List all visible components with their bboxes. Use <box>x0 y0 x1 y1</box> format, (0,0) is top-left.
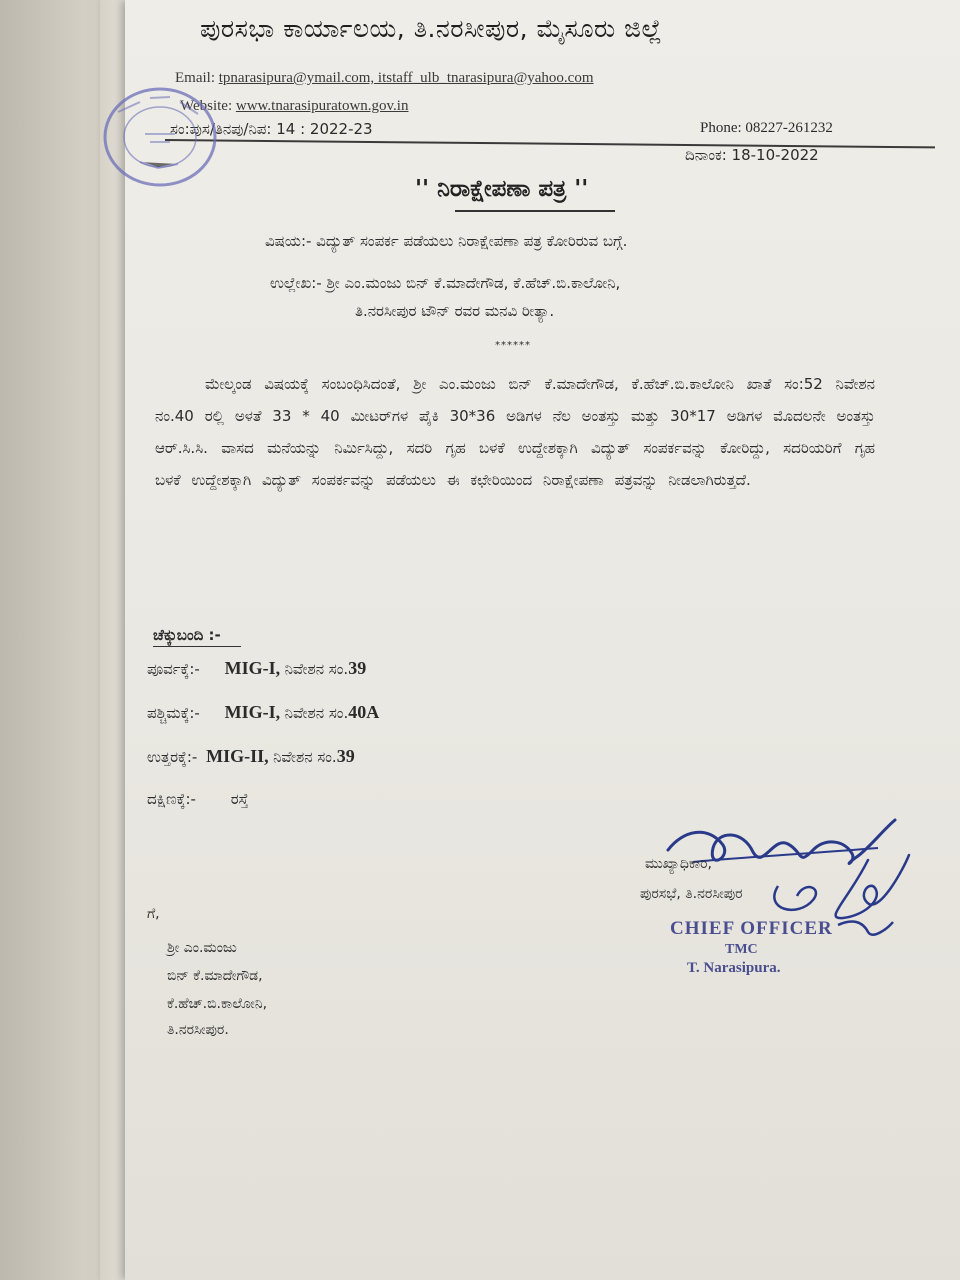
separator-stars: ****** <box>495 340 531 351</box>
boundary-south <box>147 788 248 809</box>
boundary-value-main: MIG-II, <box>206 746 269 766</box>
title-underline <box>455 210 615 212</box>
boundary-west <box>147 702 379 723</box>
boundaries-heading: ಚೆಕ್ಕುಬಂದಿ :- <box>153 626 221 644</box>
officer-stamp-place: T. Narasipura. <box>687 960 781 976</box>
website-link[interactable]: www.tnarasipuratown.gov.in <box>235 98 409 114</box>
boundary-value-main: MIG-I, <box>224 702 281 722</box>
subject-line: ವಿಷಯ:- ವಿದ್ಯುತ್ ಸಂಪರ್ಕ ಪಡೆಯಲು ನಿರಾಕ್ಷೇಪಣಾ ಪತ್ರ ಕೋರಿರುವ ಬಗ್ಗೆ. <box>265 232 628 250</box>
boundary-label: ಪೂರ್ವಕ್ಕೆ:- <box>147 660 200 678</box>
boundary-value-kn: ನಿವೇಶನ ಸಂ. <box>284 660 349 678</box>
boundary-value <box>225 658 367 678</box>
email-label: Email: <box>175 70 215 86</box>
phone-number: Phone: 08227-261232 <box>700 120 833 136</box>
reference-line-2: ತಿ.ನರಸೀಪುರ ಟೌನ್ ರವರ ಮನವಿ ರೀತ್ಯಾ. <box>355 302 555 320</box>
office-title: ಪುರಸಭಾ ಕಾರ್ಯಾಲಯ, ತಿ.ನರಸೀಪುರ, ಮೈಸೂರು ಜಿಲ್ಲೆ <box>200 14 663 43</box>
boundary-value-kn: ನಿವೇಶನ ಸಂ. <box>273 748 337 766</box>
recipient-line: ಶ್ರೀ ಎಂ.ಮಂಜು <box>167 940 237 956</box>
officer-office: ಪುರಸಭೆ, ತಿ.ನರಸೀಪುರ <box>640 886 743 902</box>
letter-date: ದಿನಾಂಕ: 18-10-2022 <box>685 146 819 164</box>
reference-number: ಸಂ:ಪುಸ/ತಿನಪು/ನಿಪ: 14 : 2022-23 <box>170 120 373 138</box>
recipient-line: ಬಿನ್ ಕೆ.ಮಾದೇಗೌಡ, <box>167 968 263 984</box>
boundary-value <box>206 746 355 766</box>
boundary-value-num: 39 <box>348 658 367 678</box>
boundary-label: ದಕ್ಷಿಣಕ್ಕೆ:- <box>147 790 196 808</box>
boundary-value <box>231 788 249 808</box>
header-divider <box>165 139 935 148</box>
boundary-north <box>147 746 355 767</box>
boundary-value-num: 39 <box>336 746 355 766</box>
officer-stamp-tmc: TMC <box>725 942 758 957</box>
boundary-value-kn: ರಸ್ತೆ <box>230 790 249 808</box>
recipient-line: ಕೆ.ಹೆಚ್.ಬಿ.ಕಾಲೋನಿ, <box>167 996 268 1012</box>
boundaries-heading-underline <box>153 646 241 647</box>
boundary-label: ಪಶ್ಚಿಮಕ್ಕೆ:- <box>147 704 200 722</box>
email-line <box>175 70 594 87</box>
body-paragraph: ಮೇಲ್ಕಂಡ ವಿಷಯಕ್ಕೆ ಸಂಬಂಧಿಸಿದಂತೆ, ಶ್ರೀ ಎಂ.ಮಂಜು ಬಿನ್ ಕೆ.ಮಾದೇಗೌಡ, ಕೆ.ಹೆಚ್.ಬಿ.ಕಾಲೋನಿ ಖಾತೆ ಸಂ:52 ನಿವೇಶನ ನಂ.40 ರಲ್ಲಿ ಅಳತೆ 33 * 40 ಮೀಟರ್‌ಗಳ ಪೈಕಿ 30*36 ಅಡಿಗಳ ನೆಲ ಅಂತಸ್ತು ಮತ್ತು 30*17 ಅಡಿಗಳ ಮೊದಲನೇ ಅಂತಸ್ತು ಆರ್.ಸಿ.ಸಿ. ವಾಸದ ಮನೆಯನ್ನು ನಿರ್ಮಿಸಿದ್ದು, ಸದರಿ ಗೃಹ ಬಳಕೆ ಉದ್ದೇಶಕ್ಕಾಗಿ ವಿದ್ಯುತ್ ಸಂಪರ್ಕವನ್ನು ಕೋರಿದ್ದು, ಸದರಿಯರಿಗೆ ಗೃಹ ಬಳಕೆ ಉದ್ದೇಶಕ್ಕಾಗಿ ವಿದ್ಯುತ್ ಸಂಪರ್ಕವನ್ನು ಪಡೆಯಲು ಈ ಕಛೇರಿಯಿಂದ ನಿರಾಕ್ಷೇಪಣಾ ಪತ್ರವನ್ನು ನೀಡಲಾಗಿರುತ್ತದೆ. <box>155 375 875 489</box>
letter-page <box>125 0 960 1280</box>
boundary-value-kn: ನಿವೇಶನ ಸಂ. <box>284 704 349 722</box>
document-title: '' ನಿರಾಕ್ಷೇಪಣಾ ಪತ್ರ '' <box>415 176 589 202</box>
boundary-value-main: MIG-I, <box>224 658 281 678</box>
recipient-to-label: ಗೆ, <box>147 906 160 922</box>
email-link[interactable]: tpnarasipura@ymail.com, itstaff_ulb_tnarasipura@yahoo.com <box>218 70 594 86</box>
boundary-label: ಉತ್ತರಕ್ಕೆ:- <box>147 748 198 766</box>
recipient-line: ತಿ.ನರಸೀಪುರ. <box>167 1022 229 1038</box>
reference-line-1: ಉಲ್ಲೇಖ:- ಶ್ರೀ ಎಂ.ಮಂಜು ಬಿನ್ ಕೆ.ಮಾದೇಗೌಡ, ಕೆ.ಹೆಚ್.ಬಿ.ಕಾಲೋನಿ, <box>270 274 621 292</box>
boundary-value <box>225 702 380 722</box>
boundary-value-num: 40A <box>348 702 380 722</box>
office-seal-icon <box>0 42 220 192</box>
officer-title: ಮುಖ್ಯಾಧಿಕಾರಿ, <box>645 856 712 872</box>
officer-stamp-title: CHIEF OFFICER <box>670 918 833 939</box>
boundary-east <box>147 658 366 679</box>
website-label: Website: <box>180 98 233 114</box>
